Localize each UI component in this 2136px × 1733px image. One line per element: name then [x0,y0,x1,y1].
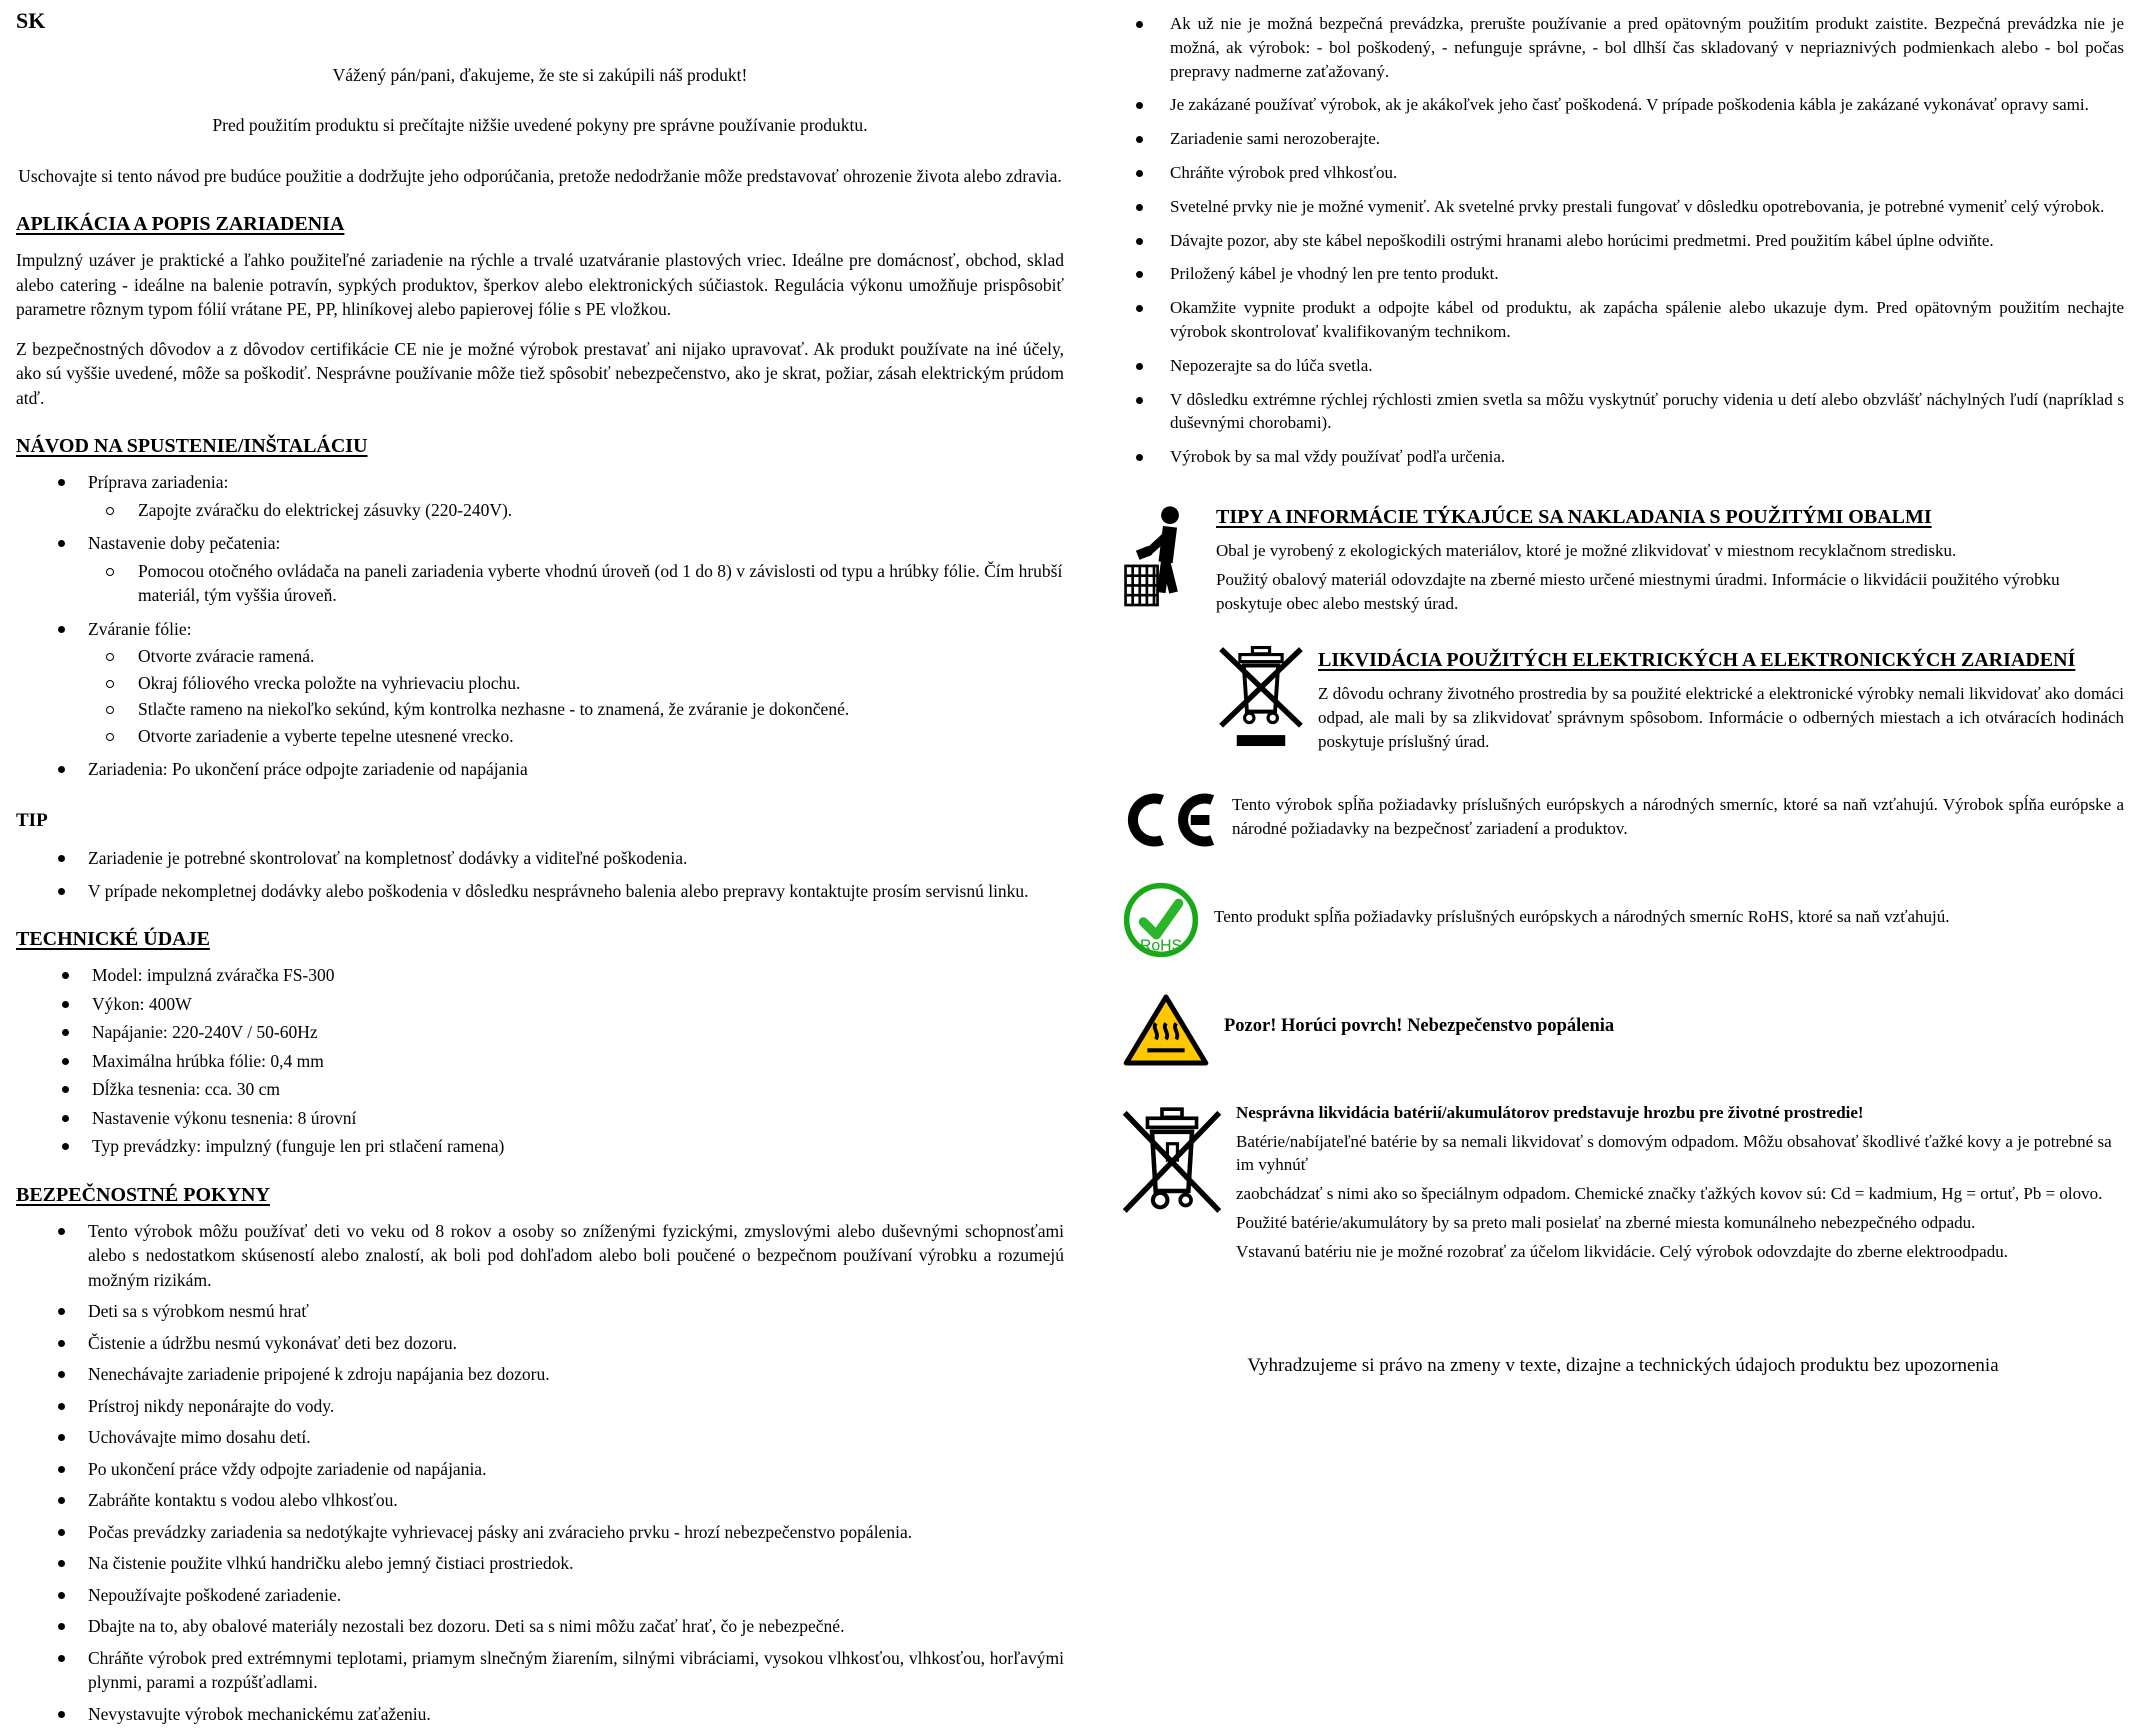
application-paragraph-1: Impulzný uzáver je praktické a ľahko použiteľné zariadenie na rýchle a trvalé uzatváranie plastových vriec. Ideálne pre domácnosť, obchod, sklad alebo catering - ideálne na balenie potravín, sypkých produktov, šperkov alebo elektronických súčiastok. Regulácia výkonu umožňuje prispôsobiť parametre rôznym typom fólií vrátane PE, PP, hliníkovej alebo papierovej fólie s PE vložkou. [16,250,1064,320]
tidyman-litter-icon [1122,501,1202,620]
hot-surface-section [1122,991,2124,1069]
safety-list-item: Výrobok by sa mal vždy používať podľa určenia. [1122,445,2124,469]
hot-surface-text: Pozor! Horúci povrch! Nebezpečenstvo popálenia [1224,1016,1615,1037]
packaging-heading: TIPY A INFORMÁCIE TÝKAJÚCE SA NAKLADANIA S POUŽITÝMI OBALMI [1216,505,1932,528]
tech-list-item: Napájanie: 220-240V / 50-60Hz [16,1020,1064,1045]
safety-list-item: Zabráňte kontaktu s vodou alebo vlhkosťou. [16,1488,1064,1513]
battery-line: zaobchádzať s nimi ako so špeciálnym odpadom. Chemické značky ťažkých kovov sú: Cd = kadmium, Hg = ortuť, Pb = olovo. [1236,1184,2103,1204]
safety-list-item: Okamžite vypnite produkt a odpojte kábel od produktu, ak zapácha spálenie alebo ukazuje dym. Pred opätovným použitím nechajte výrobok skontrolovať kvalifikovaným technikom. [1122,296,2124,344]
safety-list-item: Nepozerajte sa do lúča svetla. [1122,354,2124,378]
intro-keep-manual: Uschovajte si tento návod pre budúce použitie a dodržujte jeho odporúčania, pretože nedodržanie môže predstavovať ohrozenie života alebo zdravia. [18,165,1062,186]
battery-line: Použité batérie/akumulátory by sa preto mali posielať na zberné miesta komunálneho nebezpečného odpadu. [1236,1212,1976,1232]
safety-list-item: Zariadenie sami nerozoberajte. [1122,127,2124,151]
safety-list-item: V dôsledku extrémne rýchlej rýchlosti zmien svetla sa môžu vyskytnúť poruchy videnia u detí alebo obzvlášť náchylných ľudí (napríklad s duševnými chorobami). [1122,388,2124,436]
battery-warning-bold: Nesprávna likvidácia batérií/akumulátorov predstavuje hrozbu pre životné prostredie! [1236,1102,1864,1122]
weee-heading: LIKVIDÁCIA POUŽITÝCH ELEKTRICKÝCH A ELEKTRONICKÝCH ZARIADENÍ [1318,649,2076,672]
safety-list-item: Uchovávajte mimo dosahu detí. [16,1425,1064,1450]
safety-list-item: Počas prevádzky zariadenia sa nedotýkajte vyhrievacej pásky ani zváracieho prvku - hrozí nebezpečenstvo popálenia. [16,1520,1064,1545]
startup-list-item: Okraj fóliového vrecka položte na vyhrievaciu plochu. [16,671,1064,696]
intro-greeting: Vážený pán/pani, ďakujeme, že ste si zakúpili náš produkt! [332,64,748,85]
crossed-out-wheeled-bin-icon [1218,644,1304,758]
startup-heading: NÁVOD NA SPUSTENIE/INŠTALÁCIU [16,435,368,458]
right-column [1122,12,2124,1379]
rohs-section [1122,881,2124,959]
tech-list-item: Výkon: 400W [16,992,1064,1017]
safety-list-item: Je zakázané používať výrobok, ak je akákoľvek jeho časť poškodená. V prípade poškodenia kábla je zakázané vykonávať opravy sami. [1122,93,2124,117]
tip-list [16,846,1064,903]
startup-list-item: Otvorte zváracie ramená. [16,644,1064,669]
hot-surface-warning-icon [1122,991,1210,1069]
safety-list-item: Dbajte na to, aby obalové materiály nezostali bez dozoru. Deti sa s nimi môžu začať hrať, čo je nebezpečné. [16,1614,1064,1639]
safety-list-item: Nevystavujte výrobok mechanickému zaťaženiu. [16,1702,1064,1727]
safety-list-item: Nepoužívajte poškodené zariadenie. [16,1583,1064,1608]
language-code: SK [16,8,46,33]
battery-line: Batérie/nabíjateľné batérie by sa nemali likvidovať s domovým odpadom. Môžu obsahovať škodlivé ťažké kovy a je potrebné sa im vyhnúť [1236,1131,2112,1175]
packaging-paragraph-2: Použitý obalový materiál odovzdajte na zberné miesto určené miestnymi úradmi. Informácie o likvidácii použitého výrobku poskytuje obec alebo mestský úrad. [1216,569,2060,613]
safety-list-item: Svetelné prvky nie je možné vymeniť. Ak svetelné prvky prestali fungovať v dôsledku opotrebovania, je potrebné vymeniť celý výrobok. [1122,195,2124,219]
battery-section [1122,1101,2124,1269]
safety-list-item: Na čistenie použite vlhkú handričku alebo jemný čistiaci prostriedok. [16,1551,1064,1576]
startup-list-item: Otvorte zariadenie a vyberte tepelne utesnené vrecko. [16,724,1064,749]
safety-list-item: Chráňte výrobok pred extrémnymi teplotami, priamym slnečným žiarením, silnými vibráciami, vysokou vlhkosťou, vlhkosťou, horľavými plynmi, parami a rozpúšťadlami. [16,1646,1064,1695]
startup-list-item: Pomocou otočného ovládača na paneli zariadenia vyberte vhodnú úroveň (od 1 do 8) v závislosti od typu a hrúbky fólie. Čím hrubší materiál, tým vyššia úroveň. [16,559,1064,608]
safety-list-item: Po ukončení práce vždy odpojte zariadenie od napájania. [16,1457,1064,1482]
ce-text: Tento výrobok spĺňa požiadavky príslušných európskych a národných smerníc, ktoré sa naň vzťahujú. Výrobok spĺňa európske a národné požiadavky na bezpečnosť zariadení a produktov. [1232,795,2124,839]
intro-read-instructions: Pred použitím produktu si prečítajte nižšie uvedené pokyny pre správne používanie produktu. [212,115,868,136]
ce-mark-icon [1122,791,1218,849]
safety-list-item: Dávajte pozor, aby ste kábel nepoškodili ostrými hranami alebo horúcimi predmetmi. Pred použitím kábel úplne odviňte. [1122,229,2124,253]
startup-list-item: Zariadenia: Po ukončení práce odpojte zariadenie od napájania [16,757,1064,782]
safety-list-item: Ak už nie je možná bezpečná prevádzka, prerušte používanie a pred opätovným použitím produkt zaistite. Bezpečná prevádzka nie je možná, ak výrobok: - bol poškodený, - nefunguje správne, - bol dlhší čas skladovaný v nepriaznivých podmienkach alebo - bol počas prepravy nadmerne zaťažovaný. [1122,12,2124,83]
tip-list-item: V prípade nekompletnej dodávky alebo poškodenia v dôsledku nesprávneho balenia alebo prepravy kontaktujte prosím servisnú linku. [16,879,1064,904]
tech-list-item: Model: impulzná zváračka FS-300 [16,963,1064,988]
tech-heading: TECHNICKÉ ÚDAJE [16,928,210,951]
safety-list-item: Čistenie a údržbu nesmú vykonávať deti bez dozoru. [16,1331,1064,1356]
safety-continued-list [1122,12,2124,469]
packaging-section [1122,501,2124,620]
left-column [16,6,1064,1733]
weee-section [1218,644,2124,758]
startup-list-item: Nastavenie doby pečatenia: [16,531,1064,556]
startup-list-item: Zváranie fólie: [16,617,1064,642]
battery-lines [1236,1130,2124,1264]
tech-list-item: Maximálna hrúbka fólie: 0,4 mm [16,1049,1064,1074]
packaging-paragraph-1: Obal je vyrobený z ekologických materiálov, ktoré je možné zlikvidovať v miestnom recyklačnom stredisku. [1216,540,1957,560]
application-heading: APLIKÁCIA A POPIS ZARIADENIA [16,213,345,236]
weee-content [1318,644,2124,758]
safety-list-item: Nenechávajte zariadenie pripojené k zdroju napájania bez dozoru. [16,1362,1064,1387]
startup-list-item: Zapojte zváračku do elektrickej zásuvky (220-240V). [16,498,1064,523]
rohs-check-icon [1122,881,1200,959]
ce-section [1122,791,2124,849]
safety-list-item: Deti sa s výrobkom nesmú hrať [16,1299,1064,1324]
safety-list-item: Tento výrobok môžu používať deti vo veku od 8 rokov a osoby so zníženými fyzickými, zmyslovými alebo duševnými schopnosťami alebo s nedostatkom skúseností alebo znalostí, ak boli pod dohľadom alebo boli poučené o bezpečnom používaní výrobku a rozumejú možným rizikám. [16,1219,1064,1293]
tech-list-item: Typ prevádzky: impulzný (funguje len pri stlačení ramena) [16,1134,1064,1159]
tech-list-item: Nastavenie výkonu tesnenia: 8 úrovní [16,1106,1064,1131]
rohs-label: RoHS [1139,937,1183,955]
safety-list-item: Chráňte výrobok pred vlhkosťou. [1122,161,2124,185]
startup-list-item: Príprava zariadenia: [16,470,1064,495]
safety-list-item: Priložený kábel je vhodný len pre tento produkt. [1122,262,2124,286]
battery-content [1236,1101,2124,1269]
rohs-text: Tento produkt spĺňa požiadavky príslušných európskych a národných smerníc RoHS, ktoré sa naň vzťahujú. [1214,907,1950,927]
tip-list-item: Zariadenie je potrebné skontrolovať na kompletnosť dodávky a viditeľné poškodenia. [16,846,1064,871]
application-paragraph-2: Z bezpečnostných dôvodov a z dôvodov certifikácie CE nie je možné výrobok prestavať ani nijako upravovať. Ak produkt používate na iné účely, ako sú vyššie uvedené, môže sa poškodiť. Nesprávne používanie môže tiež spôsobiť nebezpečenstvo, ako je skrat, požiar, zásah elektrickým prúdom atď. [16,338,1064,408]
tech-list-item: Dĺžka tesnenia: cca. 30 cm [16,1077,1064,1102]
crossed-out-bin-battery-icon [1122,1101,1222,1269]
safety-list-item: Prístroj nikdy neponárajte do vody. [16,1394,1064,1419]
startup-list [16,470,1064,782]
tech-list [16,963,1064,1159]
safety-heading: BEZPEČNOSTNÉ POKYNY [16,1183,270,1206]
tip-heading: TIP [16,809,48,831]
weee-text: Z dôvodu ochrany životného prostredia by sa použité elektrické a elektronické výrobky nemali likvidovať ako domáci odpad, ale mali by sa zlikvidovať správnym spôsobom. Informácie o odberných miestach a ich otváracích hodinách poskytuje príslušný úrad. [1318,684,2124,751]
safety-list [16,1219,1064,1727]
footer-note: Vyhradzujeme si právo na zmeny v texte, dizajne a technických údajoch produktu bez upozornenia [1247,1354,1999,1376]
battery-line: Vstavanú batériu nie je možné rozobrať za účelom likvidácie. Celý výrobok odovzdajte do zberne elektroodpadu. [1236,1241,2008,1261]
packaging-content [1216,501,2124,620]
startup-list-item: Stlačte rameno na niekoľko sekúnd, kým kontrolka nezhasne - to znamená, že zváranie je dokončené. [16,697,1064,722]
